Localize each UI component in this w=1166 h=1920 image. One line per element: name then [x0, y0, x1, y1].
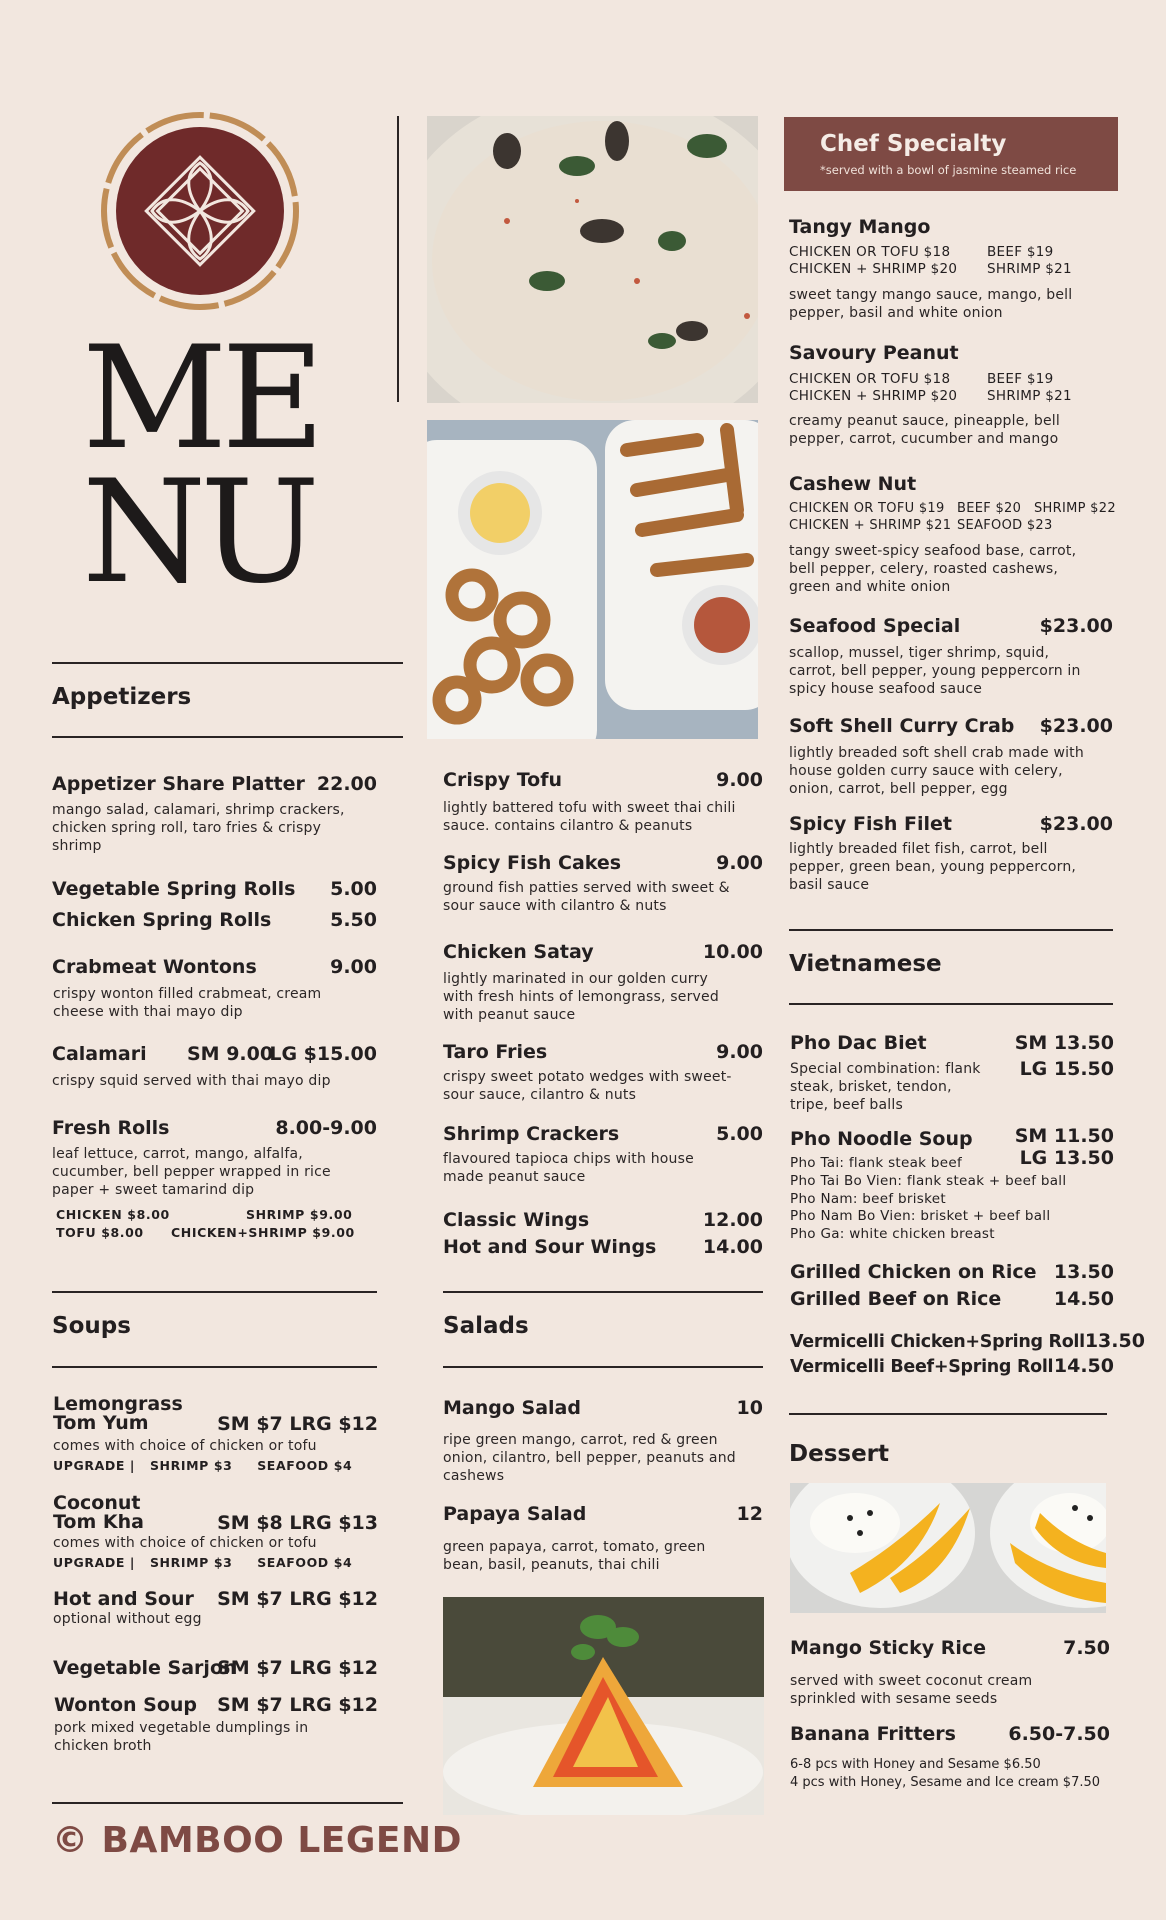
dessert-photo	[790, 1483, 1106, 1613]
item-price: LG $15.00	[269, 1043, 377, 1065]
item-option: Pho Nam: beef brisket	[790, 1191, 946, 1207]
item-desc: scallop, mussel, tiger shrimp, squid, carrot, bell pepper, young peppercorn in spicy house seafood sauce	[789, 645, 1081, 697]
item-price: 9.00	[716, 852, 763, 874]
brand-name: © BAMBOO LEGEND	[52, 1820, 463, 1861]
item-name: Taro Fries	[443, 1041, 548, 1063]
item-name: Shrimp Crackers	[443, 1123, 620, 1145]
item-desc: pork mixed vegetable dumplings in chicken broth	[54, 1720, 309, 1754]
menu-item	[790, 1032, 1114, 1114]
item-desc: Special combination: flank steak, brisket, tendon, tripe, beef balls	[790, 1061, 981, 1113]
item-price: LG 13.50	[1019, 1147, 1114, 1169]
banner-subtitle: *served with a bowl of jasmine steamed rice	[820, 163, 1077, 177]
menu-item	[53, 1393, 378, 1473]
item-name: Spicy Fish Cakes	[443, 852, 622, 874]
menu-item	[443, 852, 763, 874]
item-price: 12	[736, 1503, 763, 1525]
menu-item	[443, 1503, 763, 1525]
item-price: 5.00	[716, 1123, 763, 1145]
item-desc: crispy wonton filled crabmeat, cream cheese with thai mayo dip	[53, 986, 322, 1020]
appetizer-photo	[427, 420, 758, 739]
item-option: SHRIMP $22	[1034, 501, 1116, 516]
item-name: Crabmeat Wontons	[52, 956, 257, 978]
item-name: Papaya Salad	[443, 1503, 587, 1525]
item-price: 10.00	[702, 941, 763, 963]
divider	[52, 1366, 377, 1368]
item-name: Grilled Beef on Rice	[790, 1288, 1002, 1310]
item-price: SM 13.50	[1014, 1032, 1114, 1054]
menu-item	[53, 1588, 378, 1634]
item-desc: lightly breaded filet fish, carrot, bell pepper, green bean, young peppercorn, basil sauce	[789, 841, 1077, 893]
item-name: Grilled Chicken on Rice	[790, 1261, 1037, 1283]
item-desc: comes with choice of chicken or tofu	[53, 1535, 317, 1551]
item-name: Lemongrass	[53, 1393, 183, 1415]
menu-item	[443, 769, 763, 791]
item-name: Mango Sticky Rice	[790, 1637, 986, 1659]
menu-title-line1: ME	[82, 316, 320, 481]
section-title-dessert: Dessert	[789, 1441, 890, 1467]
item-price: 22.00	[316, 773, 377, 795]
menu-item	[789, 813, 1113, 835]
section-title-salads: Salads	[443, 1313, 529, 1339]
item-price: 6.50-7.50	[1008, 1723, 1110, 1745]
menu-item	[789, 615, 1113, 637]
item-name: Spicy Fish Filet	[789, 813, 952, 835]
item-name: Fresh Rolls	[52, 1117, 170, 1139]
salad-photo	[443, 1597, 764, 1815]
item-name: Vegetable Sarjon	[53, 1657, 237, 1679]
lotus-emblem-icon	[100, 111, 300, 311]
item-option: CHICKEN + SHRIMP $20	[789, 388, 958, 404]
item-name: Coconut	[53, 1492, 141, 1514]
menu-item	[52, 909, 377, 931]
menu-item	[52, 1043, 377, 1069]
menu-item	[790, 1125, 1114, 1248]
item-price: SM $7 LRG $12	[217, 1657, 378, 1679]
item-name: Tom Yum	[53, 1412, 149, 1434]
item-name: Classic Wings	[443, 1209, 590, 1231]
menu-item	[52, 878, 377, 900]
divider	[443, 1291, 763, 1293]
item-name: Appetizer Share Platter	[52, 773, 305, 795]
item-name: Banana Fritters	[790, 1723, 956, 1745]
item-name: Hot and Sour Wings	[443, 1236, 657, 1258]
item-desc: sweet tangy mango sauce, mango, bell pepper, basil and white onion	[789, 287, 1073, 321]
menu-item	[789, 715, 1113, 737]
menu-item	[790, 1261, 1114, 1283]
item-option: SHRIMP $21	[987, 261, 1072, 277]
item-option: CHICKEN $8.00	[56, 1207, 170, 1222]
item-name: Seafood Special	[789, 615, 961, 637]
item-name: Calamari	[52, 1043, 147, 1065]
item-price: 9.00	[330, 956, 377, 978]
section-title-appetizers: Appetizers	[52, 684, 192, 710]
divider	[52, 1291, 377, 1293]
item-name: Tangy Mango	[789, 216, 931, 238]
item-desc: 4 pcs with Honey, Sesame and Ice cream $7.50	[790, 1775, 1101, 1790]
item-desc: green papaya, carrot, tomato, green bean, basil, peanuts, thai chili	[443, 1539, 706, 1573]
divider	[789, 1003, 1113, 1005]
item-option: CHICKEN+SHRIMP $9.00	[171, 1225, 355, 1240]
item-price: SM $7 LRG $12	[217, 1588, 378, 1610]
item-option: BEEF $19	[987, 244, 1054, 260]
menu-item	[443, 1041, 763, 1063]
item-price: 13.50	[1053, 1261, 1114, 1283]
logo	[100, 111, 300, 311]
item-option: SHRIMP $21	[987, 388, 1072, 404]
section-title-soups: Soups	[52, 1313, 131, 1339]
item-upgrade: UPGRADE | SHRIMP $3 SEAFOOD $4	[53, 1555, 353, 1570]
item-option: SEAFOOD $23	[957, 518, 1053, 533]
item-option: BEEF $19	[987, 371, 1054, 387]
soup-photo	[427, 116, 758, 403]
item-desc: optional without egg	[53, 1611, 202, 1627]
item-price: 7.50	[1063, 1637, 1110, 1659]
menu-item	[443, 1236, 763, 1258]
item-desc: lightly battered tofu with sweet thai chili sauce. contains cilantro & peanuts	[443, 800, 736, 834]
item-name: Soft Shell Curry Crab	[789, 715, 1015, 737]
item-name: Pho Noodle Soup	[790, 1128, 973, 1150]
item-desc: tangy sweet-spicy seafood base, carrot, bell pepper, celery, roasted cashews, green and white onion	[789, 543, 1077, 595]
item-name: Vegetable Spring Rolls	[52, 878, 296, 900]
item-price: LG 15.50	[1019, 1058, 1114, 1080]
item-name: Cashew Nut	[789, 473, 917, 495]
item-desc: served with sweet coconut cream sprinkled with sesame seeds	[790, 1673, 1033, 1707]
item-price: $23.00	[1039, 715, 1113, 737]
item-option: CHICKEN OR TOFU $18	[789, 371, 951, 387]
item-desc: lightly breaded soft shell crab made with house golden curry sauce with celery, onion, carrot, bell pepper, egg	[789, 745, 1084, 797]
item-price: SM 11.50	[1014, 1125, 1114, 1147]
item-desc: 6-8 pcs with Honey and Sesame $6.50	[790, 1757, 1041, 1772]
item-price: 14.50	[1053, 1355, 1114, 1377]
menu-item	[443, 1209, 763, 1231]
item-price: $23.00	[1039, 615, 1113, 637]
item-desc: crispy squid served with thai mayo dip	[52, 1073, 331, 1089]
item-desc: leaf lettuce, carrot, mango, alfalfa, cucumber, bell pepper wrapped in rice paper + sweet tamarind dip	[52, 1146, 331, 1198]
item-price: 9.00	[716, 1041, 763, 1063]
item-name: Tom Kha	[53, 1511, 144, 1533]
item-name: Chicken Spring Rolls	[52, 909, 272, 931]
item-price: SM $7 LRG $12	[217, 1694, 378, 1716]
menu-item	[790, 1288, 1114, 1310]
item-price: 5.00	[330, 878, 377, 900]
menu-item	[443, 1397, 763, 1419]
chef-specialty-banner	[784, 117, 1118, 191]
item-name: Mango Salad	[443, 1397, 581, 1419]
item-option: Pho Ga: white chicken breast	[790, 1226, 995, 1242]
item-desc: creamy peanut sauce, pineapple, bell pepper, carrot, cucumber and mango	[789, 413, 1060, 447]
divider	[52, 662, 403, 664]
item-name: Vermicelli Beef+Spring Roll	[790, 1357, 1054, 1377]
item-price: 5.50	[330, 909, 377, 931]
divider	[52, 736, 403, 738]
item-option: CHICKEN + SHRIMP $21	[789, 518, 952, 533]
item-price: 12.00	[702, 1209, 763, 1231]
divider	[52, 1802, 403, 1804]
menu-item	[52, 956, 377, 978]
item-price: SM 9.00	[187, 1043, 274, 1065]
item-desc: flavoured tapioca chips with house made peanut sauce	[443, 1151, 694, 1185]
item-option: BEEF $20	[957, 501, 1022, 516]
menu-item	[443, 1123, 763, 1145]
menu-item	[790, 1637, 1110, 1659]
item-upgrade: UPGRADE | SHRIMP $3 SEAFOOD $4	[53, 1458, 353, 1473]
divider	[443, 1366, 763, 1368]
menu-item	[53, 1492, 378, 1572]
item-option: CHICKEN OR TOFU $18	[789, 244, 951, 260]
item-price: 9.00	[716, 769, 763, 791]
item-desc: lightly marinated in our golden curry with fresh hints of lemongrass, served with peanut sauce	[443, 971, 719, 1023]
item-option: TOFU $8.00	[56, 1225, 144, 1240]
item-desc: mango salad, calamari, shrimp crackers, chicken spring roll, taro fries & crispy shrimp	[52, 802, 345, 854]
item-price: 14.50	[1053, 1288, 1114, 1310]
item-option: CHICKEN + SHRIMP $20	[789, 261, 958, 277]
section-title-vietnamese: Vietnamese	[789, 951, 942, 977]
item-name: Savoury Peanut	[789, 342, 959, 364]
menu-item	[790, 1723, 1110, 1745]
item-name: Wonton Soup	[54, 1694, 198, 1716]
menu-item	[790, 1355, 1114, 1377]
banner-title: Chef Specialty	[820, 131, 1007, 157]
item-price: $23.00	[1039, 813, 1113, 835]
item-option: CHICKEN OR TOFU $19	[789, 501, 945, 516]
item-price: 13.50	[1084, 1330, 1145, 1352]
item-name: Chicken Satay	[443, 941, 594, 963]
item-desc: comes with choice of chicken or tofu	[53, 1438, 317, 1454]
item-desc: ground fish patties served with sweet & sour sauce with cilantro & nuts	[443, 880, 730, 914]
item-price: 10	[736, 1397, 763, 1419]
item-price: 14.00	[702, 1236, 763, 1258]
menu-item	[443, 941, 763, 963]
menu-item	[790, 1330, 1145, 1352]
item-price: 8.00-9.00	[275, 1117, 377, 1139]
item-options	[56, 1207, 356, 1243]
item-price: SM $7 LRG $12	[217, 1413, 378, 1435]
item-option: Pho Nam Bo Vien: brisket + beef ball	[790, 1208, 1051, 1224]
menu-title-line2: NU	[82, 450, 314, 615]
item-option: Pho Tai: flank steak beef	[790, 1155, 963, 1171]
item-option: Pho Tai Bo Vien: flank steak + beef ball	[790, 1173, 1067, 1189]
item-name: Vermicelli Chicken+Spring Roll	[790, 1332, 1085, 1352]
menu-item	[52, 773, 377, 795]
divider	[789, 1413, 1107, 1415]
menu-item	[53, 1657, 378, 1683]
item-name: Pho Dac Biet	[790, 1032, 927, 1054]
item-price: SM $8 LRG $13	[217, 1512, 378, 1534]
divider	[789, 929, 1113, 931]
divider	[397, 116, 399, 402]
menu-item	[54, 1694, 378, 1756]
item-desc: crispy sweet potato wedges with sweet-sour sauce, cilantro & nuts	[443, 1069, 732, 1103]
item-name: Hot and Sour	[53, 1588, 194, 1610]
menu-item	[52, 1117, 377, 1139]
item-name: Crispy Tofu	[443, 769, 563, 791]
item-desc: ripe green mango, carrot, red & green onion, cilantro, bell pepper, peanuts and cashews	[443, 1432, 736, 1484]
item-option: SHRIMP $9.00	[246, 1207, 353, 1222]
